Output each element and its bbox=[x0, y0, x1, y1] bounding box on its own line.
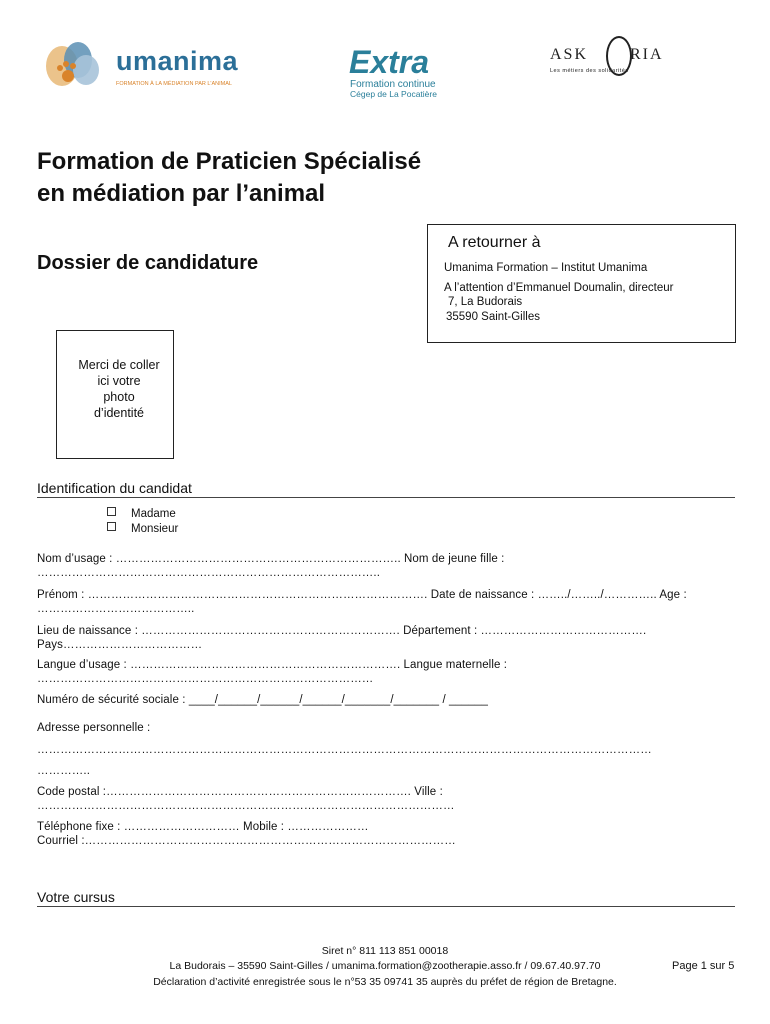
field-adresse-line1[interactable]: …………………………………………………………………………………………………………………………………………… bbox=[37, 744, 652, 756]
umanima-wordmark: umanima bbox=[116, 46, 239, 76]
field-langue-maternelle[interactable]: …………………………………………………………………………… bbox=[37, 673, 374, 685]
field-securite-sociale[interactable]: Numéro de sécurité sociale : ____/______/______/______/_______/_______ / ______ bbox=[37, 694, 489, 706]
extra-logo bbox=[347, 44, 477, 100]
photo-text-line: photo bbox=[103, 390, 135, 404]
askoria-right: RIA bbox=[630, 46, 664, 63]
photo-instructions bbox=[67, 357, 171, 421]
return-address-box bbox=[427, 224, 736, 343]
return-line: Umanima Formation – Institut Umanima bbox=[444, 262, 648, 274]
field-code-postal[interactable]: Code postal :……………………………………………………………………. Ville : bbox=[37, 786, 443, 798]
label-adresse: Adresse personnelle : bbox=[37, 722, 151, 734]
field-lieu-naissance[interactable]: Lieu de naissance : …………………………………………………………. Département : ……………………………………. bbox=[37, 625, 647, 637]
field-ville[interactable]: ……………………………………………………………………………………………… bbox=[37, 800, 455, 812]
askoria-logo bbox=[548, 44, 672, 78]
extra-line2: Cégep de La Pocatière bbox=[350, 89, 437, 99]
civility-label: Madame bbox=[131, 508, 176, 520]
umanima-logo bbox=[42, 40, 252, 92]
return-line: 7, La Budorais bbox=[448, 296, 523, 308]
section-cursus: Votre cursus bbox=[37, 889, 735, 907]
field-pays[interactable]: Pays……………………………… bbox=[37, 639, 203, 651]
return-line: A l’attention d’Emmanuel Doumalin, directeur bbox=[444, 282, 674, 294]
askoria-left: ASK bbox=[550, 46, 589, 63]
photo-text-line: ici votre bbox=[97, 374, 141, 388]
askoria-tagline: Les métiers des solidarités bbox=[550, 68, 629, 74]
footer-siret: Siret n° 811 113 851 00018 bbox=[321, 945, 449, 957]
photo-text-line: Merci de coller bbox=[78, 358, 160, 372]
checkbox-madame[interactable] bbox=[107, 507, 116, 516]
field-age[interactable]: ………………………………….. bbox=[37, 603, 195, 615]
photo-placeholder[interactable] bbox=[56, 330, 174, 459]
footer-address: La Budorais – 35590 Saint-Gilles / umanima.formation@zootherapie.asso.fr / 09.67.40.97.70 bbox=[169, 960, 601, 972]
extra-line1: Formation continue bbox=[350, 79, 436, 90]
civility-monsieur[interactable] bbox=[107, 522, 178, 535]
field-nom-usage[interactable]: Nom d’usage : ……………………………………………………………….. Nom de jeune fille : bbox=[37, 553, 505, 565]
page-subtitle: Dossier de candidature bbox=[37, 252, 259, 274]
footer-declaration: Déclaration d’activité enregistrée sous le n°53 35 09741 35 auprès du préfet de région de Bretagne. bbox=[153, 976, 617, 988]
hands-paw-icon bbox=[42, 40, 108, 92]
title-line2: en médiation par l’animal bbox=[37, 180, 326, 207]
page-title bbox=[37, 146, 421, 210]
return-heading: A retourner à bbox=[448, 234, 541, 251]
field-prenom[interactable]: Prénom : ……………………………………………………………………………. Date de naissance : ……../……../………….. Age : bbox=[37, 589, 687, 601]
field-nom-jeune-fille[interactable]: …………………………………………………………………………….. bbox=[37, 567, 380, 579]
civility-madame[interactable] bbox=[107, 507, 176, 520]
page-number: Page 1 sur 5 bbox=[672, 960, 735, 972]
return-line: 35590 Saint-Gilles bbox=[446, 311, 540, 323]
extra-wordmark: Extra bbox=[349, 44, 430, 80]
field-adresse-line2[interactable]: ………….. bbox=[37, 765, 90, 777]
checkbox-monsieur[interactable] bbox=[107, 522, 116, 531]
field-telephone[interactable]: Téléphone fixe : ………………………… Mobile : ………………… bbox=[37, 821, 369, 833]
section-identification: Identification du candidat bbox=[37, 480, 735, 498]
umanima-tagline: FORMATION À LA MÉDIATION PAR L'ANIMAL bbox=[116, 81, 232, 87]
field-langue-usage[interactable]: Langue d’usage : ……………………………………………………………. Langue maternelle : bbox=[37, 659, 508, 671]
civility-label: Monsieur bbox=[131, 523, 179, 535]
title-line1: Formation de Praticien Spécialisé bbox=[37, 148, 422, 175]
photo-text-line: d’identité bbox=[93, 406, 145, 420]
field-courriel[interactable]: Courriel :…………………………………………………………………………………… bbox=[37, 835, 456, 847]
